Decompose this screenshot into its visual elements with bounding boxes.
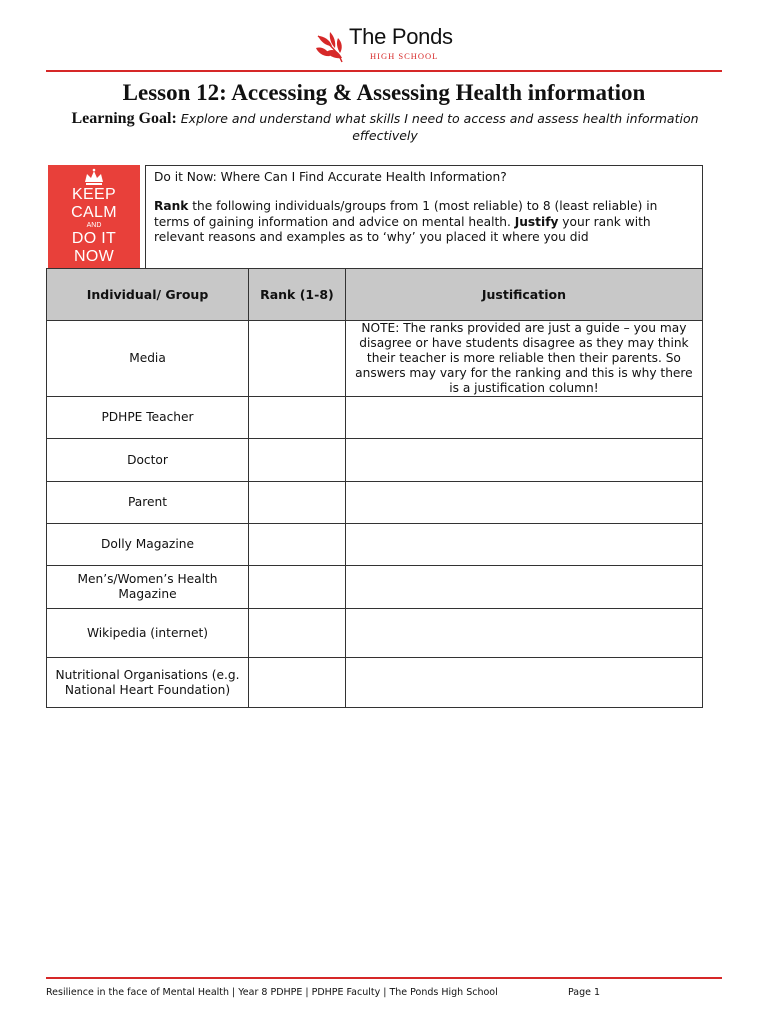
justification-cell[interactable] [345,482,702,524]
do-now-instructions [154,199,694,246]
justification-cell[interactable] [345,439,702,482]
rank-input-cell[interactable] [249,482,346,524]
school-logo [312,22,462,68]
table-row [47,482,703,524]
justify-keyword: Justify [514,214,559,229]
footer-text: Resilience in the face of Mental Health | Year 8 PDHPE | PDHPE Faculty | The Ponds High School [46,987,498,998]
learning-goal-label: Learning Goal: [71,110,177,127]
now-text: NOW [73,248,114,265]
do-it-text: DO IT [71,230,117,247]
calm-text: CALM [71,204,117,221]
table-row [47,439,703,482]
leaf-logo-icon [312,26,352,68]
logo-subtitle: HIGH SCHOOL [370,51,439,61]
keep-calm-poster [48,165,140,268]
rank-input-cell[interactable] [249,658,346,708]
page-number: Page 1 [568,987,601,998]
group-cell: PDHPE Teacher [47,397,249,439]
table-row [47,566,703,609]
header-group: Individual/ Group [47,269,249,321]
justification-cell[interactable] [345,609,702,658]
footer-divider [46,977,722,979]
justification-cell[interactable] [345,397,702,439]
instructions-part2: your rank with relevant reasons and examples as to ‘why’ you placed it where you did [154,214,651,244]
justification-cell[interactable] [345,524,702,566]
table-row [47,524,703,566]
justification-cell[interactable] [345,566,702,609]
logo-name: The Ponds [349,24,453,49]
justification-cell[interactable]: NOTE: The ranks provided are just a guide – you may disagree or have students disagree as they may think their teacher is more reliable then their parents. So answers may vary for the ranking and this is why there is a justification column! [345,321,702,397]
rank-input-cell[interactable] [249,524,346,566]
do-now-question: Do it Now: Where Can I Find Accurate Health Information? [154,170,507,184]
group-cell: Media [47,321,249,397]
rank-input-cell[interactable] [249,439,346,482]
page-title: Lesson 12: Accessing & Assessing Health information [122,80,646,105]
rank-input-cell[interactable] [249,566,346,609]
keep-text: KEEP [72,186,116,203]
page-footer [46,987,601,998]
table-header-row [47,269,703,321]
rank-input-cell[interactable] [249,609,346,658]
table-row [47,397,703,439]
crown-icon [83,168,105,186]
header-divider [46,70,722,72]
table-row [47,658,703,708]
learning-goal [40,110,730,144]
rank-input-cell[interactable] [249,321,346,397]
ranking-table [46,268,703,708]
justification-cell[interactable] [345,658,702,708]
group-cell: Men’s/Women’s Health Magazine [47,566,249,609]
header-justification: Justification [345,269,702,321]
group-cell: Nutritional Organisations (e.g. National Heart Foundation) [47,658,249,708]
group-cell: Doctor [47,439,249,482]
rank-input-cell[interactable] [249,397,346,439]
header-rank: Rank (1-8) [249,269,346,321]
rank-keyword: Rank [154,199,189,213]
learning-goal-text: Explore and understand what skills I need to access and assess health information effectively [180,111,699,143]
table-row [47,609,703,658]
do-now-box [145,165,703,269]
and-text: AND [86,222,102,229]
instructions-part1: the following individuals/groups from 1 (most reliable) to 8 (least reliable) in terms of gaining information and advice on mental health. [154,199,658,229]
group-cell: Parent [47,482,249,524]
table-row [47,321,703,397]
group-cell: Wikipedia (internet) [47,609,249,658]
group-cell: Dolly Magazine [47,524,249,566]
